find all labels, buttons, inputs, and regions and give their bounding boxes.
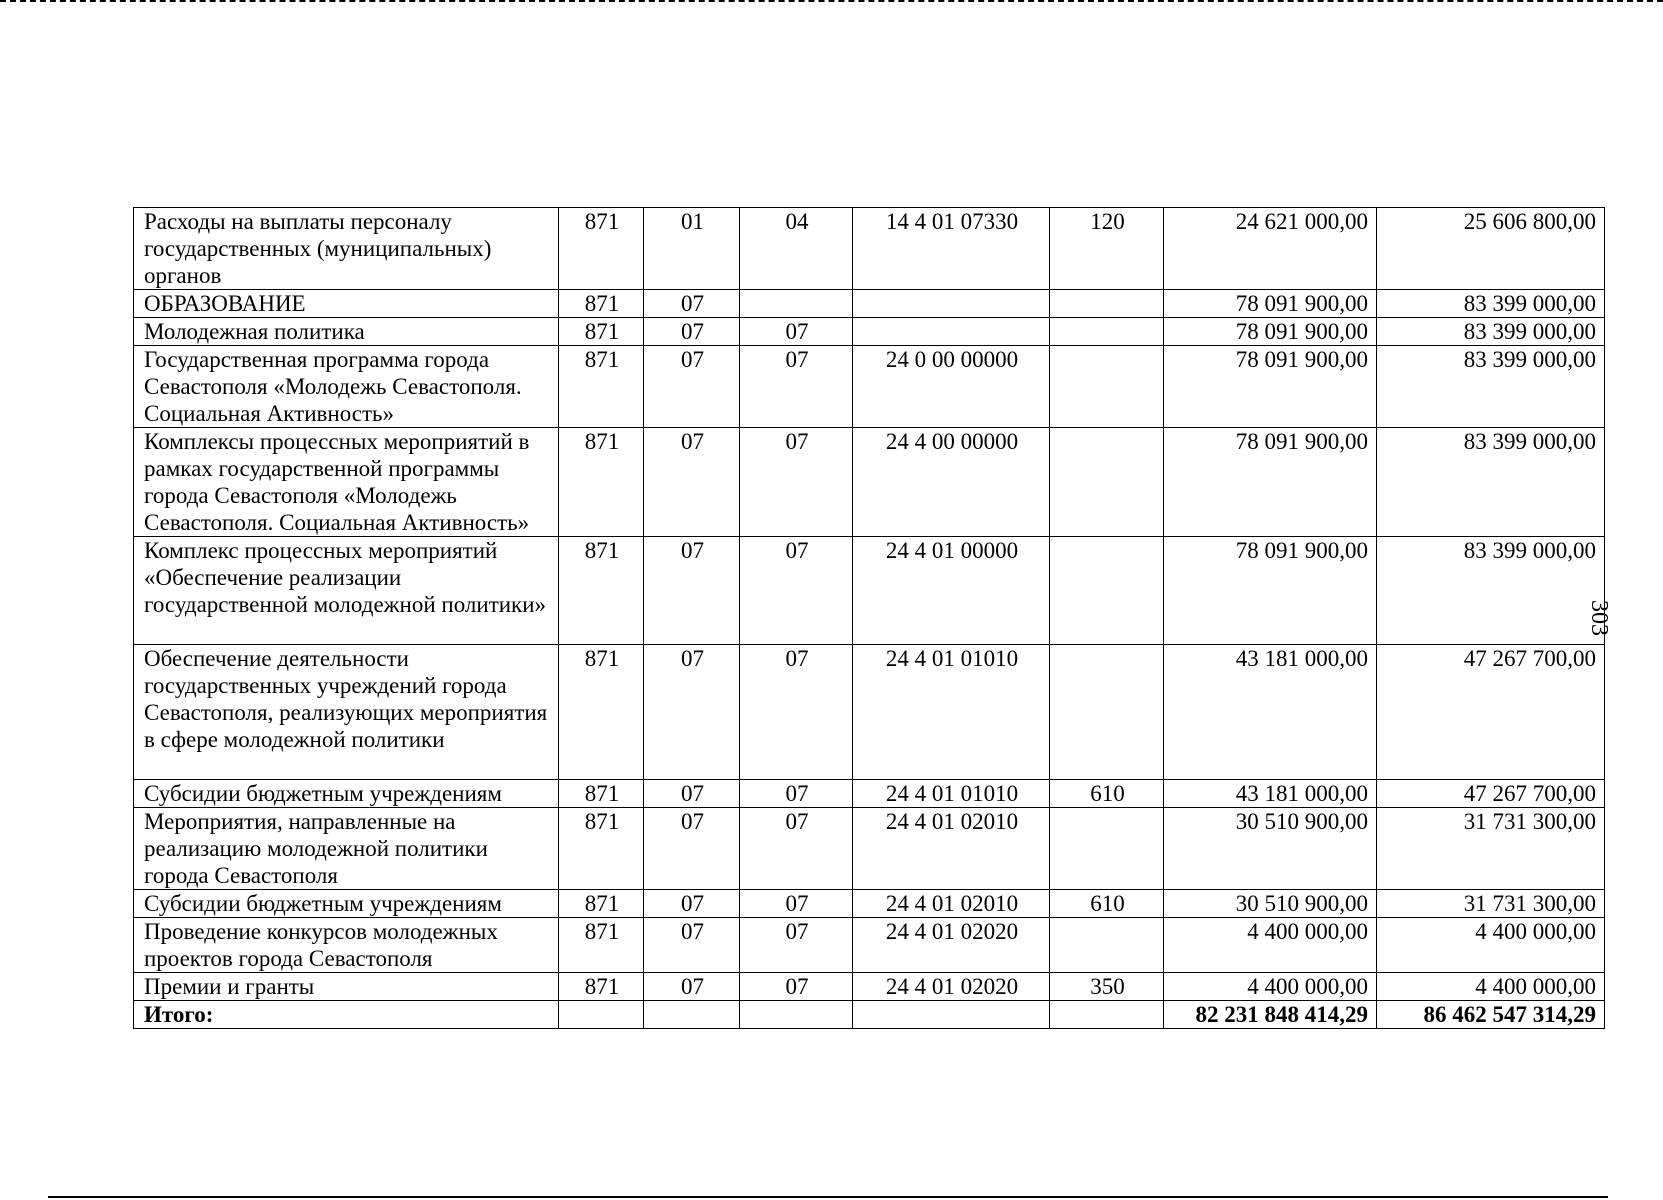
row-sum2: 4 400 000,00 [1377, 918, 1605, 973]
row-csr: 24 0 00 00000 [853, 346, 1050, 428]
row-name: Государственная программа города Севастополя «Молодежь Севастополя. Социальная Активность» [134, 346, 559, 428]
row-csr: 24 4 01 02020 [853, 973, 1050, 1001]
row-ved: 871 [559, 645, 644, 780]
row-sum1: 30 510 900,00 [1164, 808, 1377, 890]
row-sum1: 4 400 000,00 [1164, 918, 1377, 973]
row-pr: 07 [740, 918, 853, 973]
empty-cell [740, 1001, 853, 1029]
row-rz: 07 [644, 645, 740, 780]
row-sum1: 24 621 000,00 [1164, 208, 1377, 290]
table-row [134, 318, 1605, 346]
row-sum2: 83 399 000,00 [1377, 537, 1605, 645]
row-ved: 871 [559, 918, 644, 973]
row-ved: 871 [559, 890, 644, 918]
row-pr: 07 [740, 973, 853, 1001]
row-rz: 07 [644, 780, 740, 808]
row-sum2: 47 267 700,00 [1377, 780, 1605, 808]
row-sum2: 31 731 300,00 [1377, 808, 1605, 890]
row-name: Субсидии бюджетным учреждениям [134, 890, 559, 918]
row-ved: 871 [559, 537, 644, 645]
table-row [134, 428, 1605, 537]
row-vr [1050, 808, 1164, 890]
row-rz: 07 [644, 346, 740, 428]
row-ved: 871 [559, 808, 644, 890]
row-pr: 07 [740, 346, 853, 428]
row-name: Премии и гранты [134, 973, 559, 1001]
row-name: ОБРАЗОВАНИЕ [134, 290, 559, 318]
row-rz: 07 [644, 808, 740, 890]
row-ved: 871 [559, 208, 644, 290]
row-pr: 07 [740, 537, 853, 645]
row-sum1: 78 091 900,00 [1164, 290, 1377, 318]
row-vr [1050, 318, 1164, 346]
scan-top-border [0, 0, 1663, 5]
row-csr: 24 4 01 01010 [853, 780, 1050, 808]
row-sum2: 4 400 000,00 [1377, 973, 1605, 1001]
row-rz: 01 [644, 208, 740, 290]
row-csr: 24 4 01 02020 [853, 918, 1050, 973]
row-name: Субсидии бюджетным учреждениям [134, 780, 559, 808]
row-rz: 07 [644, 428, 740, 537]
empty-cell [853, 1001, 1050, 1029]
row-csr [853, 290, 1050, 318]
row-vr: 610 [1050, 890, 1164, 918]
row-csr: 24 4 01 00000 [853, 537, 1050, 645]
row-rz: 07 [644, 918, 740, 973]
table-row [134, 537, 1605, 645]
row-vr [1050, 346, 1164, 428]
row-name: Комплексы процессных мероприятий в рамках государственной программы города Севастополя «Молодежь Севастополя. Социальная Активность» [134, 428, 559, 537]
total-row [134, 1001, 1605, 1029]
row-rz: 07 [644, 890, 740, 918]
row-name: Проведение конкурсов молодежных проектов города Севастополя [134, 918, 559, 973]
row-sum1: 4 400 000,00 [1164, 973, 1377, 1001]
row-pr: 07 [740, 808, 853, 890]
table-row [134, 780, 1605, 808]
row-sum1: 78 091 900,00 [1164, 537, 1377, 645]
row-rz: 07 [644, 973, 740, 1001]
row-csr: 24 4 01 02010 [853, 890, 1050, 918]
row-pr: 07 [740, 890, 853, 918]
row-vr: 120 [1050, 208, 1164, 290]
budget-table [133, 207, 1605, 1029]
row-sum2: 83 399 000,00 [1377, 428, 1605, 537]
scan-bottom-line [48, 1196, 1608, 1198]
table-body [134, 208, 1605, 1029]
row-sum1: 78 091 900,00 [1164, 346, 1377, 428]
row-sum2: 31 731 300,00 [1377, 890, 1605, 918]
row-csr [853, 318, 1050, 346]
page-number: 303 [1586, 600, 1612, 636]
row-pr: 07 [740, 780, 853, 808]
row-csr: 24 4 01 01010 [853, 645, 1050, 780]
table-row [134, 973, 1605, 1001]
row-vr: 610 [1050, 780, 1164, 808]
row-sum2: 83 399 000,00 [1377, 346, 1605, 428]
row-vr [1050, 290, 1164, 318]
table-row [134, 290, 1605, 318]
row-name: Комплекс процессных мероприятий «Обеспечение реализации государственной молодежной политики» [134, 537, 559, 645]
row-name: Обеспечение деятельности государственных учреждений города Севастополя, реализующих мероприятия в сфере молодежной политики [134, 645, 559, 780]
row-ved: 871 [559, 290, 644, 318]
row-ved: 871 [559, 346, 644, 428]
row-csr: 14 4 01 07330 [853, 208, 1050, 290]
row-sum1: 78 091 900,00 [1164, 318, 1377, 346]
row-pr: 07 [740, 318, 853, 346]
row-pr: 07 [740, 428, 853, 537]
row-ved: 871 [559, 780, 644, 808]
row-name: Молодежная политика [134, 318, 559, 346]
row-csr: 24 4 01 02010 [853, 808, 1050, 890]
table-row [134, 346, 1605, 428]
row-ved: 871 [559, 973, 644, 1001]
row-sum1: 43 181 000,00 [1164, 780, 1377, 808]
row-pr [740, 290, 853, 318]
empty-cell [559, 1001, 644, 1029]
row-pr: 04 [740, 208, 853, 290]
table-row [134, 208, 1605, 290]
row-sum2: 83 399 000,00 [1377, 290, 1605, 318]
total-sum1: 82 231 848 414,29 [1164, 1001, 1377, 1029]
row-sum2: 83 399 000,00 [1377, 318, 1605, 346]
row-sum1: 43 181 000,00 [1164, 645, 1377, 780]
row-rz: 07 [644, 537, 740, 645]
row-vr [1050, 537, 1164, 645]
row-sum1: 30 510 900,00 [1164, 890, 1377, 918]
row-vr [1050, 918, 1164, 973]
row-pr: 07 [740, 645, 853, 780]
row-sum2: 25 606 800,00 [1377, 208, 1605, 290]
table-row [134, 808, 1605, 890]
table-row [134, 645, 1605, 780]
row-vr: 350 [1050, 973, 1164, 1001]
table-row [134, 890, 1605, 918]
empty-cell [644, 1001, 740, 1029]
empty-cell [1050, 1001, 1164, 1029]
row-name: Расходы на выплаты персоналу государственных (муниципальных) органов [134, 208, 559, 290]
row-vr [1050, 428, 1164, 537]
row-rz: 07 [644, 290, 740, 318]
row-rz: 07 [644, 318, 740, 346]
row-sum1: 78 091 900,00 [1164, 428, 1377, 537]
table-row [134, 918, 1605, 973]
row-vr [1050, 645, 1164, 780]
total-label: Итого: [134, 1001, 559, 1029]
row-ved: 871 [559, 428, 644, 537]
row-sum2: 47 267 700,00 [1377, 645, 1605, 780]
row-csr: 24 4 00 00000 [853, 428, 1050, 537]
total-sum2: 86 462 547 314,29 [1377, 1001, 1605, 1029]
row-ved: 871 [559, 318, 644, 346]
row-name: Мероприятия, направленные на реализацию молодежной политики города Севастополя [134, 808, 559, 890]
